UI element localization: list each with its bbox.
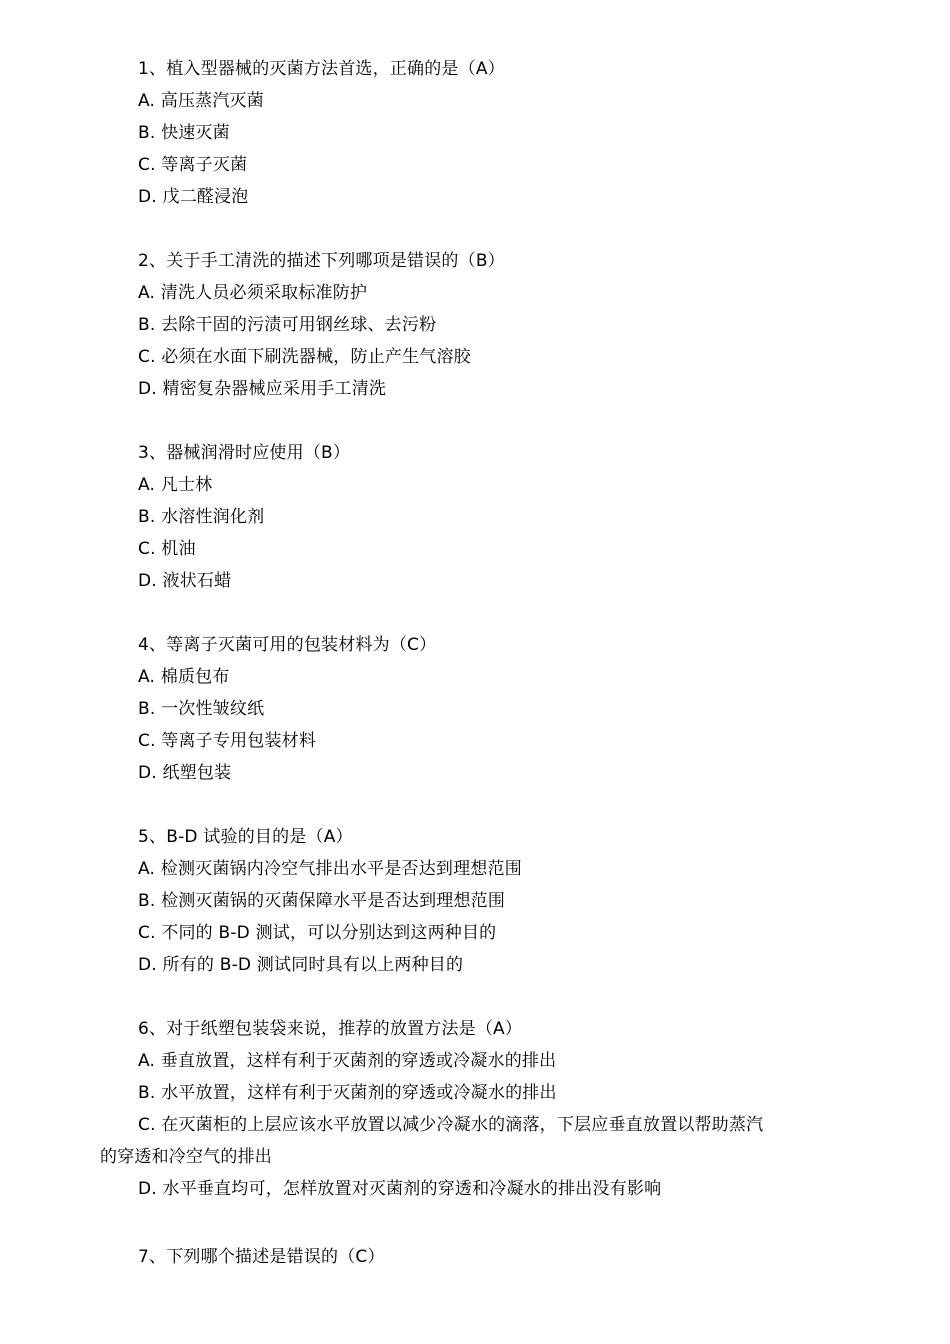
question-3-option-a: A. 凡士林 bbox=[138, 475, 213, 495]
question-3-option-c: C. 机油 bbox=[138, 539, 196, 559]
question-2-option-b: B. 去除干固的污渍可用钢丝球、去污粉 bbox=[138, 315, 437, 335]
question-5-option-a: A. 检测灭菌锅内冷空气排出水平是否达到理想范围 bbox=[138, 859, 522, 879]
question-6-option-c-continued: 的穿透和冷空气的排出 bbox=[100, 1147, 272, 1167]
question-3-stem: 3、器械润滑时应使用（B） bbox=[138, 443, 351, 463]
question-6-option-c: C. 在灭菌柜的上层应该水平放置以减少冷凝水的滴落，下层应垂直放置以帮助蒸汽 bbox=[138, 1115, 764, 1135]
question-2-option-c: C. 必须在水面下刷洗器械，防止产生气溶胶 bbox=[138, 347, 471, 367]
question-5-option-b: B. 检测灭菌锅的灭菌保障水平是否达到理想范围 bbox=[138, 891, 506, 911]
question-1-option-b: B. 快速灭菌 bbox=[138, 123, 230, 143]
question-4-option-d: D. 纸塑包装 bbox=[138, 763, 232, 783]
question-3-option-b: B. 水溶性润化剂 bbox=[138, 507, 265, 527]
question-4-option-c: C. 等离子专用包装材料 bbox=[138, 731, 317, 751]
question-4-option-a: A. 棉质包布 bbox=[138, 667, 230, 687]
question-1-option-d: D. 戊二醛浸泡 bbox=[138, 187, 249, 207]
question-5-option-c: C. 不同的 B-D 测试，可以分别达到这两种目的 bbox=[138, 923, 497, 943]
question-4-option-b: B. 一次性皱纹纸 bbox=[138, 699, 265, 719]
question-2-option-a: A. 清洗人员必须采取标准防护 bbox=[138, 283, 368, 303]
question-6-stem: 6、对于纸塑包装袋来说，推荐的放置方法是（A） bbox=[138, 1019, 523, 1039]
question-5-stem: 5、B-D 试验的目的是（A） bbox=[138, 827, 353, 847]
question-3-option-d: D. 液状石蜡 bbox=[138, 571, 232, 591]
question-1-option-c: C. 等离子灭菌 bbox=[138, 155, 248, 175]
question-6-option-a: A. 垂直放置，这样有利于灭菌剂的穿透或冷凝水的排出 bbox=[138, 1051, 557, 1071]
question-6-option-d: D. 水平垂直均可，怎样放置对灭菌剂的穿透和冷凝水的排出没有影响 bbox=[138, 1179, 662, 1199]
question-7-stem: 7、下列哪个描述是错误的（C） bbox=[138, 1247, 385, 1267]
question-2-option-d: D. 精密复杂器械应采用手工清洗 bbox=[138, 379, 387, 399]
question-2-stem: 2、关于手工清洗的描述下列哪项是错误的（B） bbox=[138, 251, 505, 271]
question-4-stem: 4、等离子灭菌可用的包装材料为（C） bbox=[138, 635, 437, 655]
question-1-option-a: A. 高压蒸汽灭菌 bbox=[138, 91, 264, 111]
question-6-option-b: B. 水平放置，这样有利于灭菌剂的穿透或冷凝水的排出 bbox=[138, 1083, 557, 1103]
question-1-stem: 1、植入型器械的灭菌方法首选，正确的是（A） bbox=[138, 59, 505, 79]
question-5-option-d: D. 所有的 B-D 测试同时具有以上两种目的 bbox=[138, 955, 464, 975]
